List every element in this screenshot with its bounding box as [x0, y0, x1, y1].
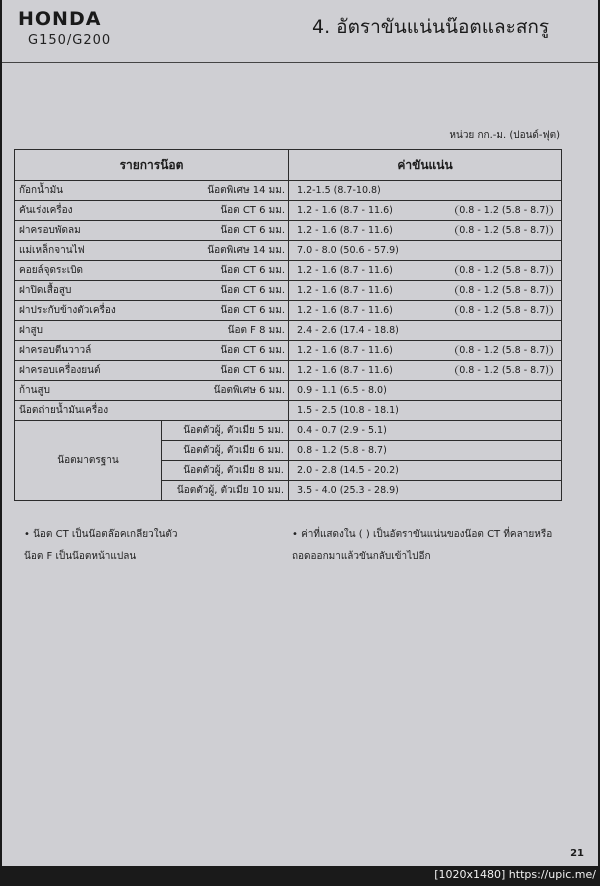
bolt-spec: น๊อต CT 6 มม.	[220, 225, 285, 236]
note-ct-bolt: • น๊อต CT เป็นน๊อตล๊อคเกลียวในตัว	[24, 529, 178, 540]
torque-retightened-value: 0.8 - 1.2 (5.8 - 8.7)	[455, 205, 553, 216]
torque-retightened-value: 0.8 - 1.2 (5.8 - 8.7)	[455, 345, 553, 356]
bolt-spec: น๊อตพิเศษ 14 มม.	[207, 185, 285, 196]
table-row	[15, 301, 562, 321]
table-row	[15, 401, 562, 421]
torque-value: 2.0 - 2.8 (14.5 - 20.2)	[297, 465, 399, 476]
torque-value: 1.2 - 1.6 (8.7 - 11.6)	[297, 285, 393, 296]
table-row	[15, 341, 562, 361]
torque-value: 7.0 - 8.0 (50.6 - 57.9)	[297, 245, 399, 256]
torque-value: 1.2-1.5 (8.7-10.8)	[297, 185, 381, 196]
header-divider	[2, 62, 598, 63]
bolt-name: ก๊อกน้ำมัน	[19, 185, 63, 196]
bolt-spec: น๊อต CT 6 มม.	[220, 205, 285, 216]
notes-right	[292, 524, 552, 568]
bolt-spec: น๊อต CT 6 มม.	[220, 345, 285, 356]
torque-value: 3.5 - 4.0 (25.3 - 28.9)	[297, 485, 399, 496]
bolt-spec: น๊อต CT 6 มม.	[220, 305, 285, 316]
bolt-spec: น๊อต F 8 มม.	[227, 325, 285, 336]
bolt-name: ฝาปิดเสื้อสูบ	[19, 285, 72, 296]
torque-retightened-value: 0.8 - 1.2 (5.8 - 8.7)	[455, 365, 553, 376]
table-row	[15, 181, 562, 201]
model-name: G150/G200	[28, 33, 112, 48]
torque-value: 1.2 - 1.6 (8.7 - 11.6)	[297, 225, 393, 236]
table-row	[15, 241, 562, 261]
bolt-name: ก้านสูบ	[19, 385, 50, 396]
bolt-name: ฝาครอบตีนวาวล์	[19, 345, 92, 356]
brand-logo: HONDA	[18, 8, 102, 30]
bolt-name: ฝาครอบเครื่องยนต์	[19, 365, 101, 376]
bolt-spec: น๊อต CT 6 มม.	[220, 265, 285, 276]
bolt-name: ฝาสูบ	[19, 325, 43, 336]
table-row	[15, 201, 562, 221]
column-header-torque: ค่าขันแน่น	[289, 150, 562, 181]
page-number: 21	[570, 848, 584, 859]
torque-table	[14, 149, 562, 501]
torque-retightened-value: 0.8 - 1.2 (5.8 - 8.7)	[455, 225, 553, 236]
watermark: [1020x1480] https://upic.me/	[434, 868, 596, 881]
torque-value: 0.4 - 0.7 (2.9 - 5.1)	[297, 425, 387, 436]
note-parentheses: • ค่าที่แสดงใน ( ) เป็นอัตราขันแน่นของน๊อต CT ที่คลายหรือ	[292, 529, 553, 540]
bolt-spec: น๊อตพิเศษ 14 มม.	[207, 245, 285, 256]
torque-value: 1.2 - 1.6 (8.7 - 11.6)	[297, 305, 393, 316]
manual-page	[2, 0, 598, 866]
bolt-name: คันเร่งเครื่อง	[19, 205, 73, 216]
table-row	[15, 261, 562, 281]
table-row	[15, 361, 562, 381]
bolt-name: น๊อตถ่ายน้ำมันเครื่อง	[19, 405, 109, 416]
torque-value: 1.2 - 1.6 (8.7 - 11.6)	[297, 205, 393, 216]
torque-retightened-value: 0.8 - 1.2 (5.8 - 8.7)	[455, 305, 553, 316]
standard-bolt-spec: น๊อตตัวผู้, ตัวเมีย 6 มม.	[162, 441, 289, 461]
table-row	[15, 281, 562, 301]
bolt-name: คอยล์จุดระเบิด	[19, 265, 84, 276]
standard-bolt-label: น๊อตมาตรฐาน	[15, 421, 162, 501]
torque-value: 1.2 - 1.6 (8.7 - 11.6)	[297, 345, 393, 356]
bolt-spec: น๊อต CT 6 มม.	[220, 365, 285, 376]
torque-value: 0.9 - 1.1 (6.5 - 8.0)	[297, 385, 387, 396]
table-row	[15, 321, 562, 341]
standard-bolt-spec: น๊อตตัวผู้, ตัวเมีย 5 มม.	[162, 421, 289, 441]
torque-value: 1.2 - 1.6 (8.7 - 11.6)	[297, 265, 393, 276]
page-title: 4. อัตราขันแน่นน๊อตและสกรู	[312, 16, 550, 38]
bolt-name: ฝาประกับข้างตัวเครื่อง	[19, 305, 116, 316]
torque-retightened-value: 0.8 - 1.2 (5.8 - 8.7)	[455, 265, 553, 276]
notes-left	[24, 524, 178, 568]
bolt-name: แม่เหล็กจานไฟ	[19, 245, 85, 256]
table-row	[15, 381, 562, 401]
table-row	[15, 221, 562, 241]
torque-value: 1.2 - 1.6 (8.7 - 11.6)	[297, 365, 393, 376]
note-parentheses-cont: ถอดออกมาแล้วขันกลับเข้าไปอีก	[292, 551, 431, 562]
standard-bolt-spec: น๊อตตัวผู้, ตัวเมีย 8 มม.	[162, 461, 289, 481]
table-header-row	[15, 150, 562, 181]
bolt-name: ฝาครอบพัดลม	[19, 225, 81, 236]
torque-value: 0.8 - 1.2 (5.8 - 8.7)	[297, 445, 387, 456]
bolt-spec: น๊อตพิเศษ 6 มม.	[213, 385, 285, 396]
note-f-bolt: น๊อต F เป็นน๊อตหน้าแปลน	[24, 551, 137, 562]
units-label: หน่วย กก.-ม. (ปอนด์-ฟุต)	[449, 130, 560, 141]
table-row	[15, 421, 562, 441]
torque-retightened-value: 0.8 - 1.2 (5.8 - 8.7)	[455, 285, 553, 296]
torque-value: 1.5 - 2.5 (10.8 - 18.1)	[297, 405, 399, 416]
standard-bolt-spec: น๊อตตัวผู้, ตัวเมีย 10 มม.	[162, 481, 289, 501]
torque-value: 2.4 - 2.6 (17.4 - 18.8)	[297, 325, 399, 336]
bolt-spec: น๊อต CT 6 มม.	[220, 285, 285, 296]
column-header-item: รายการน๊อต	[15, 150, 289, 181]
